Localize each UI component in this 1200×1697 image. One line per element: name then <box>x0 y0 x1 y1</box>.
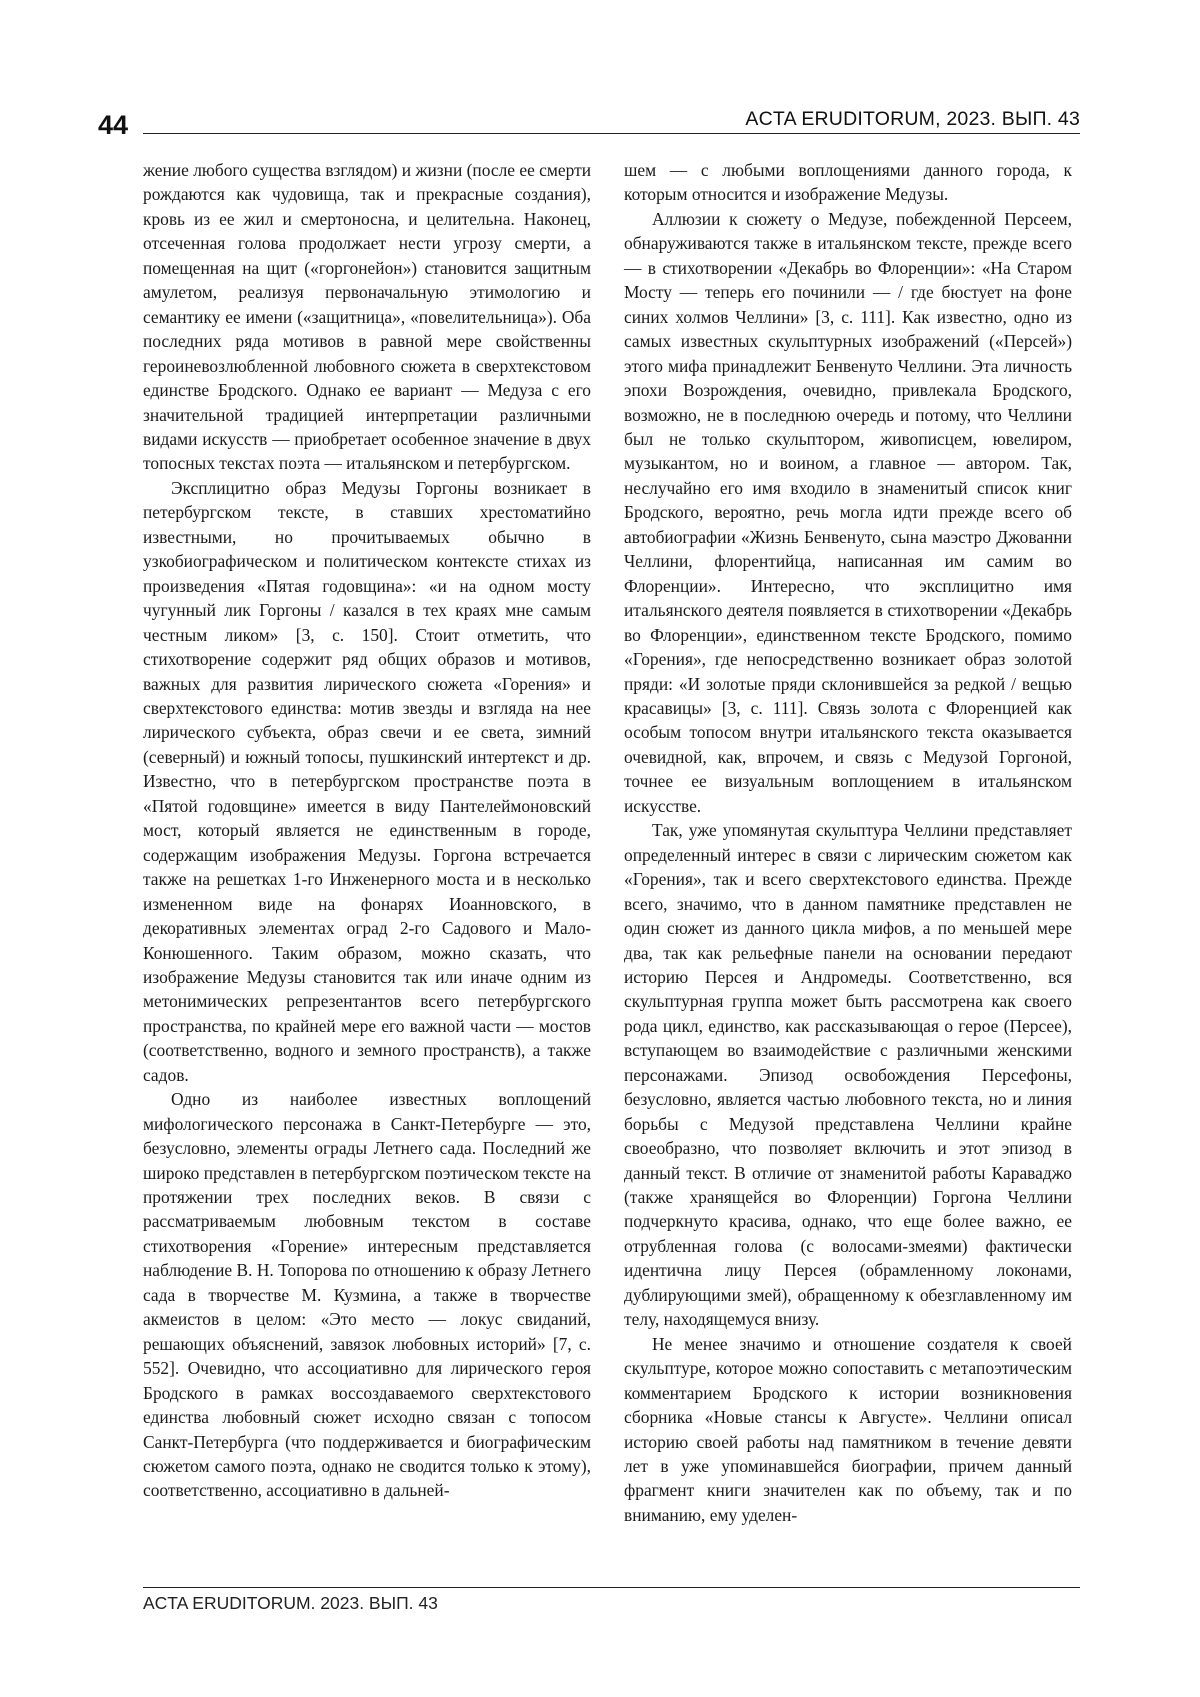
left-column <box>143 158 591 1503</box>
footer-rule <box>143 1587 1080 1588</box>
paragraph: Так, уже упомянутая скульптура Челлини представляет определенный интерес в связи с лирическим сюжетом как «Горения», так и всего сверхтекстового единства. Прежде всего, значимо, что в данном памятнике представлен не один сюжет из данного цикла мифов, а по меньшей мере два, так как рельефные панели на основании передают историю Персея и Андромеды. Соответственно, вся скульптурная группа может быть рассмотрена как своего рода цикл, единство, как рассказывающая о герое (Персее), вступающем во взаимодействие с различными женскими персонажами. Эпизод освобождения Персефоны, безусловно, является частью любовного текста, но и линия борьбы с Медузой представлена Челлини крайне своеобразно, что позволяет включить и этот эпизод в данный текст. В отличие от знаменитой работы Караваджо (также хранящейся во Флоренции) Горгона Челлини подчеркнуто красива, однако, что еще более важно, ее отрубленная голова (с волосами-змеями) фактически идентична лицу Персея (обрамленному локонами, дублирующими змей), обращенному к обезглавленному им телу, находящемуся внизу. <box>624 820 1072 1330</box>
paragraph: Не менее значимо и отношение создателя к своей скульптуре, которое можно сопоставить с метапоэтическим комментарием Бродского к истории возникновения сборника «Новые стансы к Августе». Челлини описал историю своей работы над памятником в течение девяти лет в уже упоминавшейся биографии, причем данный фрагмент книги значителен как по объему, так и по вниманию, ему уделен- <box>624 1333 1072 1525</box>
paragraph: Эксплицитно образ Медузы Горгоны возникает в петербургском тексте, в ставших хрестоматийно известными, но прочитываемых обычно в узкобиографическом и политическом контексте стихах из произведения «Пятая годовщина»: «и на одном мосту чугунный лик Горгоны / казался в тех краях мне самым честным ликом» [3, с. 150]. Стоит отметить, что стихотворение содержит ряд общих образов и мотивов, важных для развития лирического сюжета «Горения» и сверхтекстового единства: мотив звезды и взгляда на нее лирического субъекта, образ свечи и ее света, зимний (северный) и южный топосы, пушкинский интертекст и др. Известно, что в петербургском пространстве поэта в «Пятой годовщине» имеется в виду Пантелеймоновский мост, который является не единственным в городе, содержащим изображения Медузы. Горгона встречается также на решетках 1-го Инженерного моста и в несколько измененном виде на фонарях Иоанновского, в декоративных элементах оград 2-го Садового и Мало-Конюшенного. Таким образом, можно сказать, что изображение Медузы становится так или иначе одним из метонимических репрезентантов всего петербургского пространства, по крайней мере его важной части — мостов (соответственно, водного и земного пространств), а также садов. <box>143 477 591 1085</box>
header-rule <box>143 133 1080 134</box>
paragraph: Одно из наиболее известных воплощений мифологического персонажа в Санкт-Петербурге — это, безусловно, элементы ограды Летнего сада. Последний же широко представлен в петербургском поэтическом тексте на протяжении трех последних веков. В связи с рассматриваемым любовным текстом в составе стихотворения «Горение» интересным представляется наблюдение В. Н. Топорова по отношению к образу Летнего сада в творчестве М. Кузмина, а также в творчестве акмеистов в целом: «Это место — локус свиданий, решающих объяснений, завязок любовных историй» [7, с. 552]. Очевидно, что ассоциативно для лирического героя Бродского в рамках воссоздаваемого сверхтекстового единства любовный сюжет исходно связан с топосом Санкт-Петербурга (что поддерживается и биографическим сюжетом самого поэта, однако не сводится только к этому), соответственно, ассоциативно в дальней- <box>143 1089 591 1501</box>
running-head: ACTA ERUDITORUM, 2023. ВЫП. 43 <box>745 108 1080 130</box>
page-number: 44 <box>98 110 129 140</box>
right-column <box>624 158 1072 1527</box>
paragraph: шем — с любыми воплощениями данного города, к которым относится и изображение Медузы. <box>624 160 1072 205</box>
footer-journal-title: ACTA ERUDITORUM. 2023. ВЫП. 43 <box>143 1593 438 1613</box>
paragraph: Аллюзии к сюжету о Медузе, побежденной Персеем, обнаруживаются также в итальянском тексте, прежде всего — в стихотворении «Декабрь во Флоренции»: «На Старом Мосту — теперь его починили — / где бюстует на фоне синих холмов Челлини» [3, с. 111]. Как известно, одно из самых известных скульптурных изображений («Персей») этого мифа принадлежит Бенвенуто Челлини. Эта личность эпохи Возрождения, очевидно, привлекала Бродского, возможно, не в последнюю очередь и потому, что Челлини был не только скульптором, живописцем, ювелиром, музыкантом, но и воином, а главное — автором. Так, неслучайно его имя входило в знаменитый список книг Бродского, вероятно, речь могла идти прежде всего об автобиографии «Жизнь Бенвенуто, сына маэстро Джованни Челлини, флорентийца, написанная им самим во Флоренции». Интересно, что эксплицитно имя итальянского деятеля появляется в стихотворении «Декабрь во Флоренции», единственном тексте Бродского, помимо «Горения», где непосредственно возникает образ золотой пряди: «И золотые пряди склонившейся за редкой / вещью красавицы» [3, с. 111]. Связь золота с Флоренцией как особым топосом внутри итальянского текста оказывается очевидной, как, впрочем, и связь с Медузой Горгоной, точнее ее визуальным воплощением в итальянском искусстве. <box>624 208 1072 816</box>
paragraph: жение любого существа взглядом) и жизни (после ее смерти рождаются как чудовища, так и прекрасные создания), кровь из ее жил и смертоносна, и целительна. Наконец, отсеченная голова продолжает нести угрозу смерти, а помещенная на щит («горгонейон») становится защитным амулетом, реализуя первоначальную этимологию и семантику ее имени («защитница», «повелительница»). Оба последних ряда мотивов в равной мере свойственны героиневозлюбленной любовного сюжета в сверхтекстовом единстве Бродского. Однако ее вариант — Медуза с его значительной традицией интерпретации различными видами искусств — приобретает особенное значение в двух топосных текстах поэта — итальянском и петербургском. <box>143 160 591 474</box>
